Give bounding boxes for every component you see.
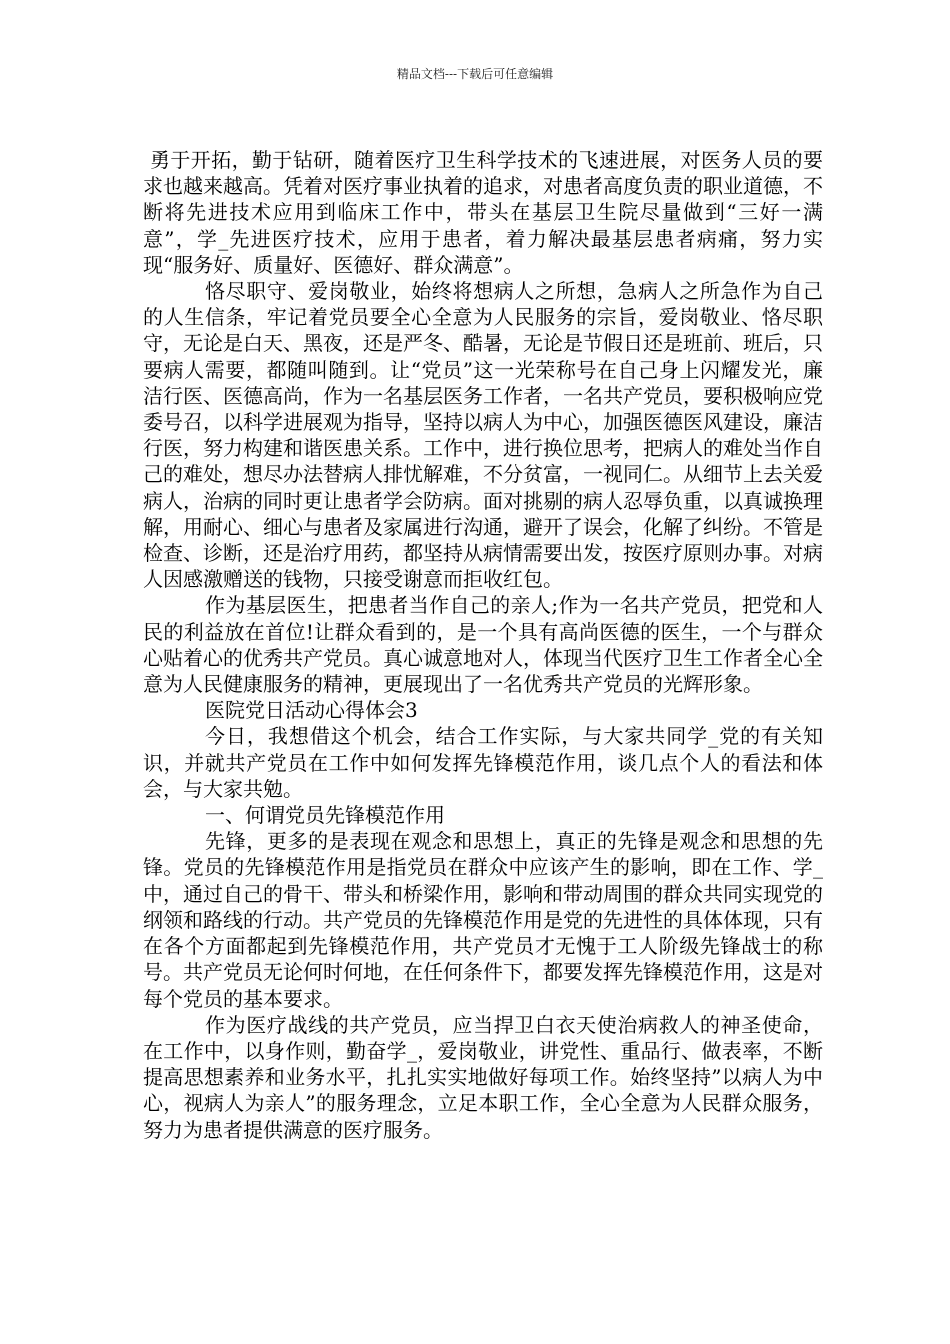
paragraph-3: 作为基层医生，把患者当作自己的亲人;作为一名共产党员，把党和人民的利益放在首位!让群众看到的，是一个具有高尚医德的医生，一个与群众心贴着心的优秀共产党员。真心诚意地对人，体现当代医疗卫生工作者全心全意为人民健康服务的精神，更展现出了一名优秀共产党员的光辉形象。 xyxy=(143,593,823,697)
section-title: 医院党日活动心得体会3 xyxy=(205,698,418,723)
paragraph-2: 恪尽职守、爱岗敬业，始终将想病人之所想，急病人之所急作为自己的人生信条，牢记着党员要全心全意为人民服务的宗旨，爱岗敬业、恪尽职守，无论是白天、黑夜，还是严冬、酷暑，无论是节假日还是班前、班后，只要病人需要，都随叫随到。让“党员”这一光荣称号在自己身上闪耀发光，廉洁行医、医德高尚，作为一名基层医务工作者，一名共产党员，要积极响应党委号召，以科学进展观为指导，坚持以病人为中心，加强医德医风建设，廉洁行医，努力构建和谐医患关系。工作中，进行换位思考，把病人的难处当作自己的难处，想尽办法替病人排忧解难，不分贫富，一视同仁。从细节上去关爱病人，治病的同时更让患者学会防病。面对挑剔的病人忍辱负重，以真诚换理解，用耐心、细心与患者及家属进行沟通，避开了误会，化解了纠纷。不管是检查、诊断，还是治疗用药，都坚持从病情需要出发，按医疗原则办事。对病人因感激赠送的钱物，只接受谢意而拒收红包。 xyxy=(143,279,823,592)
section-heading: 一、何谓党员先锋模范作用 xyxy=(205,803,445,828)
paragraph-1: 勇于开拓，勤于钻研，随着医疗卫生科学技术的飞速进展，对医务人员的要求也越来越高。凭着对医疗事业执着的追求，对患者高度负责的职业道德，不断将先进技术应用到临床工作中，带头在基层卫生院尽量做到“三好一满意”，学_先进医疗技术，应用于患者，着力解决最基层患者病痛，努力实现“服务好、质量好、医德好、群众满意”。 xyxy=(143,148,823,277)
paragraph-6: 作为医疗战线的共产党员，应当捍卫白衣天使治病救人的神圣使命，在工作中，以身作则，勤奋学_，爱岗敬业，讲党性、重品行、做表率，不断提高思想素养和业务水平，扎扎实实地做好每项工作。始终坚持”以病人为中心，视病人为亲人”的服务理念，立足本职工作，全心全意为人民群众服务，努力为患者提供满意的医疗服务。 xyxy=(143,1012,823,1142)
paragraph-5: 先锋，更多的是表现在观念和思想上，真正的先锋是观念和思想的先锋。党员的先锋模范作用是指党员在群众中应该产生的影响，即在工作、学_中，通过自己的骨干、带头和桥梁作用，影响和带动周围的群众共同实现党的纲领和路线的行动。共产党员的先锋模范作用是党的先进性的具体体现，只有在各个方面都起到先锋模范作用，共产党员才无愧于工人阶级先锋战士的称号。共产党员无论何时何地，在任何条件下，都要发挥先锋模范作用，这是对每个党员的基本要求。 xyxy=(143,829,823,1011)
paragraph-4: 今日，我想借这个机会，结合工作实际，与大家共同学_党的有关知识，并就共产党员在工作中如何发挥先锋模范作用，谈几点个人的看法和体会，与大家共勉。 xyxy=(143,724,823,801)
page-header: 精品文档---下载后可任意编辑 xyxy=(396,67,554,81)
document-body xyxy=(143,147,823,1143)
